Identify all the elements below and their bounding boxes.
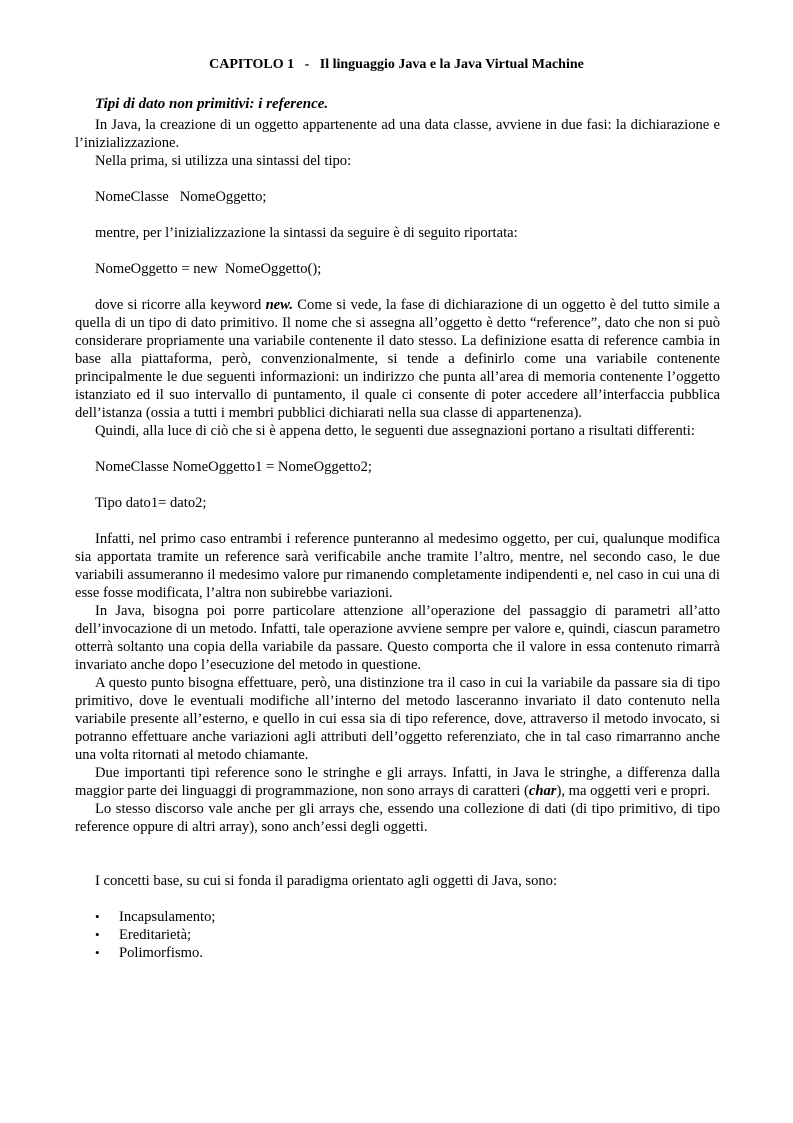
chapter-title: Il linguaggio Java e la Java Virtual Machine — [319, 57, 584, 72]
chapter-header — [0, 56, 793, 74]
spacer — [75, 242, 720, 260]
intro-syntax-paragraph: Nella prima, si utilizza una sintassi del tipo: — [95, 153, 352, 169]
quindi-paragraph: Quindi, alla luce di ciò che si è appena detto, le seguenti due assegnazioni portano a risultati differenti: — [95, 423, 695, 439]
spacer — [75, 440, 720, 458]
body-paragraph: A questo punto bisogna effettuare, però, una distinzione tra il caso in cui la variabile da passare sia di tipo primitivo, dove le eventuali modifiche all’interno del metodo lasceranno invariato il dato contenuto nella variabile presente all’esterno, e quello in cui essa sia di tipo reference, dove, attraverso il metodo invocato, si potranno effettuare anche variazioni agli attributi dell’oggetto referenziato, che in tal caso rimarranno anche una volta ritornati al metodo chiamante. — [75, 675, 720, 763]
list-item — [95, 926, 720, 944]
spacer — [75, 278, 720, 296]
strings-text-start: Due importanti tipi reference sono le stringhe e gli arrays. Infatti, in Java le stringhe, a differenza dalla maggior parte dei linguaggi di programmazione, non sono arrays di caratteri ( — [75, 765, 720, 799]
intro-paragraph: In Java, la creazione di un oggetto appartenente ad una data classe, avviene in due fasi: la dichiarazione e l’inizializzazione. — [75, 117, 720, 151]
concepts-intro: I concetti base, su cui si fonda il paradigma orientato agli oggetti di Java, sono: — [95, 873, 558, 889]
code-reference-assignment: NomeClasse NomeOggetto1 = NomeOggetto2; — [95, 459, 372, 475]
strings-paragraph — [75, 764, 720, 800]
body-paragraph: In Java, bisogna poi porre particolare attenzione all’operazione del passaggio di parametri all’atto dell’invocazione di un metodo. Infatti, tale operazione avviene sempre per valore e, quindi, ciascun parametro otterrà soltanto una copia della variabile da passare. Questo comporta che il valore in essa contenuto rimarrà invariato anche dopo l’esecuzione del metodo in questione. — [75, 603, 720, 673]
strings-text-rest: ), ma oggetti veri e propri. — [556, 783, 711, 799]
list-item — [95, 944, 720, 962]
spacer — [75, 890, 720, 908]
keyword-char: char — [528, 783, 557, 799]
bullet-icon: • — [95, 945, 100, 960]
spacer — [75, 476, 720, 494]
list-item-label: Ereditarietà; — [119, 927, 192, 943]
header-separator: - — [304, 57, 310, 72]
list-item — [95, 908, 720, 926]
document-body — [75, 95, 720, 962]
reference-paragraph — [75, 296, 720, 422]
reference-text-start: dove si ricorre alla keyword — [95, 297, 266, 313]
list-item-label: Incapsulamento; — [119, 909, 216, 925]
spacer — [75, 836, 720, 872]
spacer — [75, 170, 720, 188]
concepts-list — [75, 908, 720, 962]
code-initialization: NomeOggetto = new NomeOggetto(); — [95, 261, 322, 277]
bullet-icon: • — [95, 927, 100, 942]
spacer — [75, 206, 720, 224]
section-title: Tipi di dato non primitivi: i reference. — [95, 96, 329, 112]
spacer — [75, 512, 720, 530]
reference-text-rest: Come si vede, la fase di dichiarazione di un oggetto è del tutto simile a quella di un tipo di dato primitivo. Il nome che si assegna all’oggetto è detto “reference”, dato che non si può considerare propriamente una variabile contenente il dato stesso. La definizione esatta di reference cambia in base alla piattaforma, però, convenzionalmente, si tende a definirlo come una variabile contenente principalmente le due seguenti informazioni: un indirizzo che punta all’area di memoria contenente l’oggetto istanziato ed il suo intervallo di puntamento, il quale ci consente di poter accedere all’interfaccia pubblica dell’istanza (ossia a tutti i membri pubblici dichiarati nella sua classe di appartenenza). — [75, 297, 720, 421]
body-paragraph: Infatti, nel primo caso entrambi i reference punteranno al medesimo oggetto, per cui, qualunque modifica sia apportata tramite un reference sarà verificabile anche tramite l’altro, mentre, nel secondo caso, le due variabili assumeranno il medesimo valore pur rimanendo completamente indipendenti e, nel caso in cui una di esse fosse modificata, l’altra non subirebbe variazioni. — [75, 531, 720, 601]
arrays-paragraph: Lo stesso discorso vale anche per gli arrays che, essendo una collezione di dati (di tipo primitivo, di tipo reference oppure di altri array), sono anch’essi degli oggetti. — [75, 801, 720, 835]
keyword-new: new. — [265, 297, 293, 313]
code-declaration: NomeClasse NomeOggetto; — [95, 189, 267, 205]
list-item-label: Polimorfismo. — [119, 945, 203, 961]
init-paragraph: mentre, per l’inizializzazione la sintassi da seguire è di seguito riportata: — [95, 225, 518, 241]
code-primitive-assignment: Tipo dato1= dato2; — [95, 495, 207, 511]
chapter-number: CAPITOLO 1 — [209, 57, 295, 72]
bullet-icon: • — [95, 909, 100, 924]
